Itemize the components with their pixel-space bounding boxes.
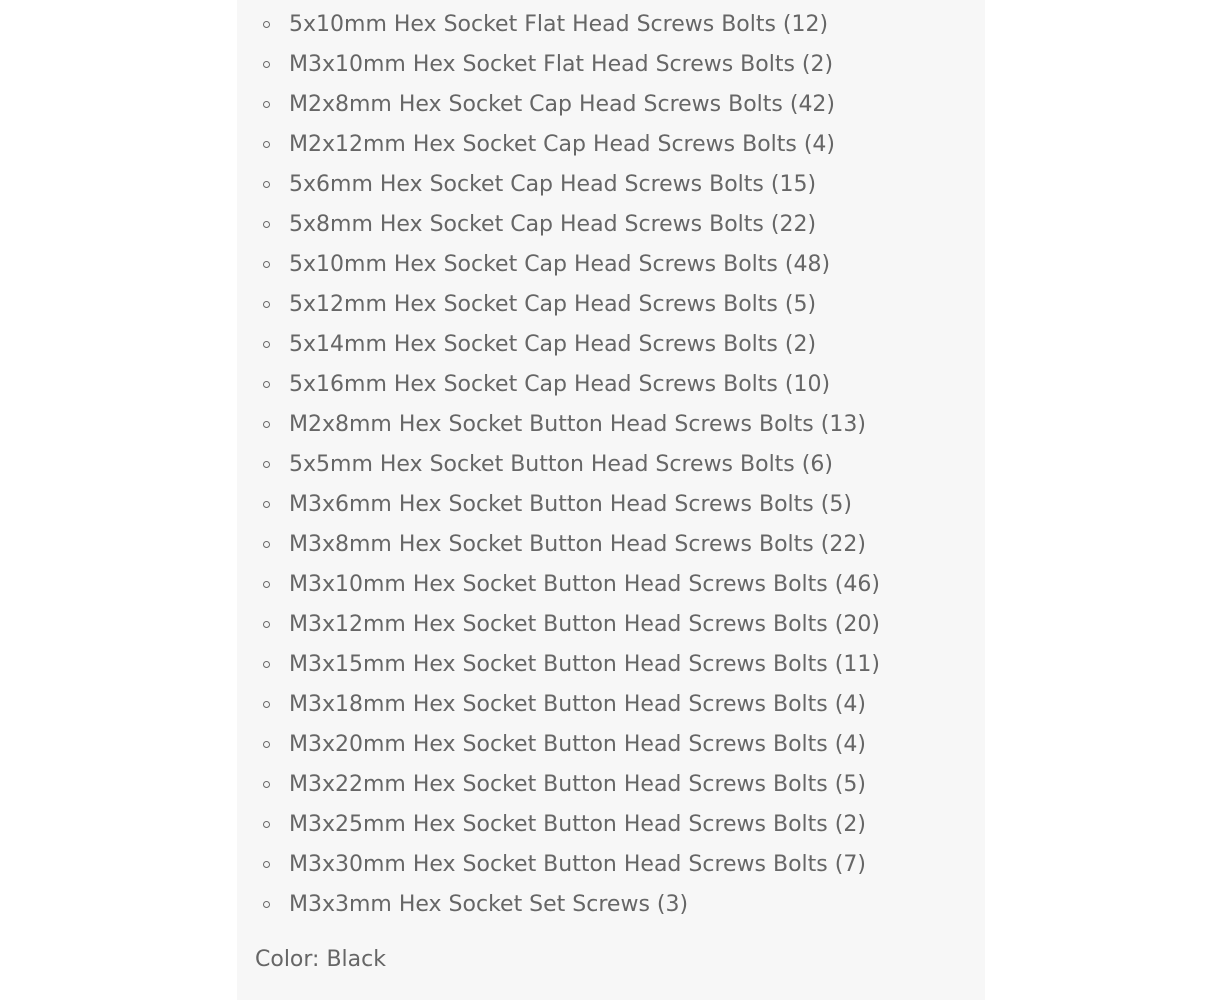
list-item-text: M3x3mm Hex Socket Set Screws (3) — [289, 892, 689, 917]
list-item-text: M2x8mm Hex Socket Button Head Screws Bolts (13) — [289, 412, 866, 437]
product-description-panel — [237, 0, 985, 1000]
list-item — [237, 685, 985, 725]
circle-bullet-icon — [263, 661, 270, 668]
list-item — [237, 845, 985, 885]
circle-bullet-icon — [263, 541, 270, 548]
list-item-text: M3x8mm Hex Socket Button Head Screws Bolts (22) — [289, 532, 866, 557]
circle-bullet-icon — [263, 381, 270, 388]
list-item-text: M3x25mm Hex Socket Button Head Screws Bolts (2) — [289, 812, 866, 837]
circle-bullet-icon — [263, 141, 270, 148]
list-item — [237, 45, 985, 85]
list-item-text: M3x22mm Hex Socket Button Head Screws Bolts (5) — [289, 772, 866, 797]
list-item — [237, 5, 985, 45]
circle-bullet-icon — [263, 821, 270, 828]
circle-bullet-icon — [263, 181, 270, 188]
list-item-text: 5x12mm Hex Socket Cap Head Screws Bolts (5) — [289, 292, 817, 317]
list-item-text: M3x6mm Hex Socket Button Head Screws Bolts (5) — [289, 492, 852, 517]
list-item — [237, 325, 985, 365]
list-item-text: M2x12mm Hex Socket Cap Head Screws Bolts (4) — [289, 132, 836, 157]
list-item — [237, 205, 985, 245]
list-item-text: 5x6mm Hex Socket Cap Head Screws Bolts (15) — [289, 172, 817, 197]
list-item — [237, 125, 985, 165]
circle-bullet-icon — [263, 461, 270, 468]
circle-bullet-icon — [263, 861, 270, 868]
list-item — [237, 365, 985, 405]
list-item-text: M3x20mm Hex Socket Button Head Screws Bolts (4) — [289, 732, 866, 757]
circle-bullet-icon — [263, 221, 270, 228]
circle-bullet-icon — [263, 341, 270, 348]
list-item — [237, 445, 985, 485]
circle-bullet-icon — [263, 21, 270, 28]
circle-bullet-icon — [263, 621, 270, 628]
list-item-text: M2x8mm Hex Socket Cap Head Screws Bolts (42) — [289, 92, 836, 117]
list-item-text: 5x10mm Hex Socket Flat Head Screws Bolts (12) — [289, 12, 829, 37]
circle-bullet-icon — [263, 61, 270, 68]
list-item — [237, 645, 985, 685]
list-item — [237, 725, 985, 765]
list-item — [237, 525, 985, 565]
list-item — [237, 285, 985, 325]
list-item-text: M3x12mm Hex Socket Button Head Screws Bolts (20) — [289, 612, 880, 637]
list-item-text: M3x15mm Hex Socket Button Head Screws Bolts (11) — [289, 652, 880, 677]
list-item-text: 5x16mm Hex Socket Cap Head Screws Bolts (10) — [289, 372, 831, 397]
list-item-text: M3x18mm Hex Socket Button Head Screws Bolts (4) — [289, 692, 866, 717]
list-item-text: 5x5mm Hex Socket Button Head Screws Bolts (6) — [289, 452, 833, 477]
circle-bullet-icon — [263, 741, 270, 748]
list-item-text: 5x8mm Hex Socket Cap Head Screws Bolts (22) — [289, 212, 817, 237]
circle-bullet-icon — [263, 501, 270, 508]
circle-bullet-icon — [263, 101, 270, 108]
screw-contents-list — [237, 5, 985, 925]
list-item-text: M3x30mm Hex Socket Button Head Screws Bolts (7) — [289, 852, 866, 877]
list-item — [237, 245, 985, 285]
list-item — [237, 165, 985, 205]
list-item — [237, 485, 985, 525]
list-item — [237, 85, 985, 125]
circle-bullet-icon — [263, 701, 270, 708]
list-item — [237, 405, 985, 445]
list-item-text: M3x10mm Hex Socket Flat Head Screws Bolts (2) — [289, 52, 834, 77]
circle-bullet-icon — [263, 261, 270, 268]
list-item-text: 5x10mm Hex Socket Cap Head Screws Bolts (48) — [289, 252, 831, 277]
list-item-text: M3x10mm Hex Socket Button Head Screws Bolts (46) — [289, 572, 880, 597]
color-spec: Color: Black — [255, 947, 386, 972]
list-item — [237, 605, 985, 645]
circle-bullet-icon — [263, 301, 270, 308]
list-item — [237, 805, 985, 845]
circle-bullet-icon — [263, 901, 270, 908]
circle-bullet-icon — [263, 421, 270, 428]
list-item-text: 5x14mm Hex Socket Cap Head Screws Bolts (2) — [289, 332, 817, 357]
list-item — [237, 565, 985, 605]
circle-bullet-icon — [263, 581, 270, 588]
list-item — [237, 885, 985, 925]
list-item — [237, 765, 985, 805]
circle-bullet-icon — [263, 781, 270, 788]
